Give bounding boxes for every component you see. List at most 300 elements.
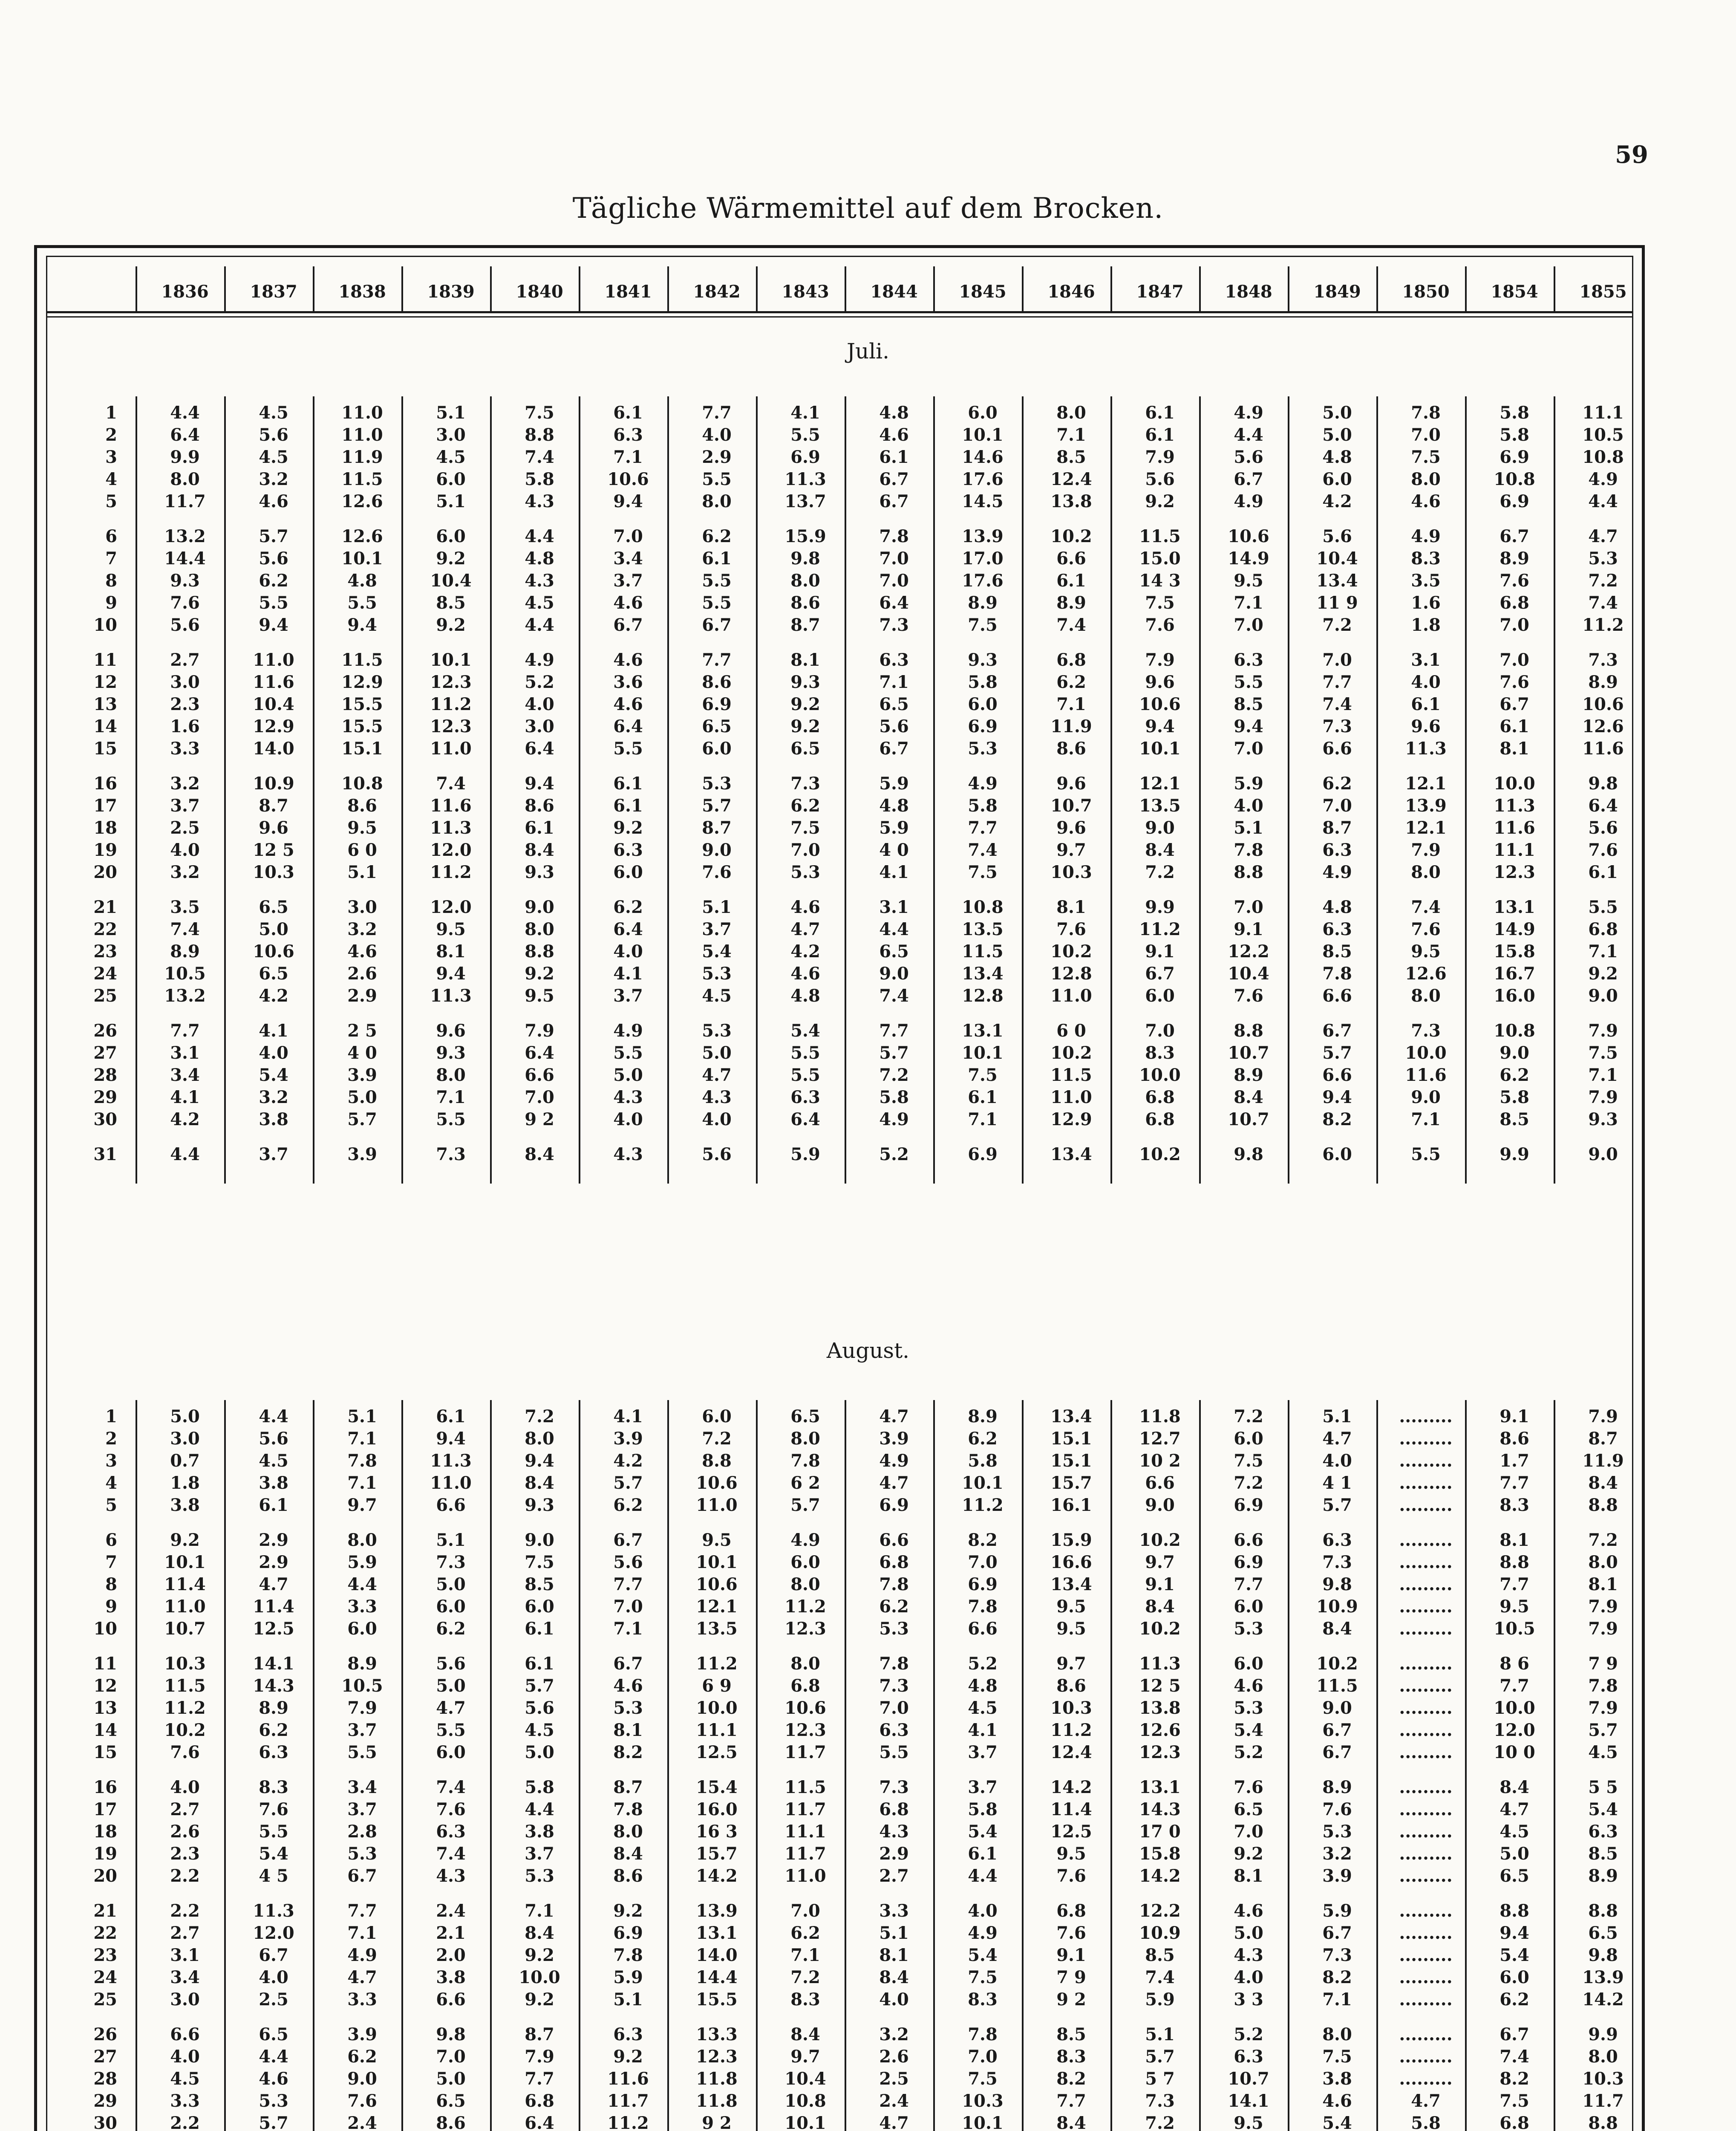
table-cell: 13.5 (696, 1619, 738, 1639)
table-cell: 9.5 (1056, 1844, 1086, 1864)
table-cell: 7.3 (879, 615, 909, 635)
table-cell: 7.1 (1234, 593, 1263, 613)
table-cell: 11.3 (430, 818, 472, 838)
table-cell: 8.3 (968, 1990, 998, 2010)
table-cell: 6.5 (790, 1406, 820, 1426)
table-cell: 6.5 (259, 2024, 288, 2044)
table-cell: 8.5 (1234, 694, 1263, 714)
table-cell: 6.2 (1500, 1065, 1529, 1085)
table-cell: 7.0 (968, 2047, 998, 2067)
table-cell: 5.6 (1234, 447, 1263, 467)
table-cell: ......... (1399, 1574, 1453, 1594)
table-cell: 6.1 (1145, 403, 1175, 423)
table-cell: 8.9 (1588, 672, 1618, 692)
table-cell: 7.0 (1322, 650, 1352, 670)
table-cell: 11.2 (607, 2113, 649, 2131)
table-cell: 6.3 (1322, 1530, 1352, 1550)
table-cell: 7.9 (1145, 650, 1175, 670)
table-cell: 9.6 (1145, 672, 1175, 692)
table-cell: 4.1 (259, 1021, 288, 1041)
table-cell: 5.8 (968, 796, 998, 816)
table-cell: 5.2 (525, 672, 554, 692)
table-cell: 4.6 (1234, 1901, 1263, 1921)
table-cell: 8.6 (702, 672, 732, 692)
table-cell: 10.0 (696, 1698, 738, 1718)
table-cell: 9.1 (1145, 941, 1175, 962)
table-cell: 10.4 (1228, 964, 1269, 984)
table-cell: 6.8 (1145, 1109, 1175, 1129)
table-cell: 4.6 (1234, 1676, 1263, 1696)
table-cell: ......... (1399, 1406, 1453, 1426)
table-cell: 5.5 (702, 571, 732, 591)
table-cell: 9.8 (790, 549, 820, 569)
table-cell: 7.3 (1322, 1945, 1352, 1965)
table-cell: 13.3 (696, 2024, 738, 2044)
table-cell: 9.0 (1500, 1043, 1529, 1063)
table-cell: 4.8 (879, 403, 909, 423)
day-label: 16 (93, 774, 117, 794)
table-cell: 8.0 (613, 1822, 643, 1842)
table-cell: 4.0 (1234, 796, 1263, 816)
day-label: 15 (93, 1742, 117, 1762)
table-cell: 5.3 (968, 739, 998, 759)
day-label: 3 (105, 447, 117, 467)
table-cell: 5.3 (879, 1619, 909, 1639)
table-cell: 9.5 (1234, 2113, 1263, 2131)
table-cell: 7.0 (1500, 615, 1529, 635)
table-cell: 3.1 (170, 1945, 200, 1965)
table-cell: 7.5 (790, 818, 820, 838)
table-cell: 6.5 (259, 964, 288, 984)
table-cell: 6.4 (879, 593, 909, 613)
table-cell: 9.8 (1322, 1574, 1352, 1594)
table-cell: 8.1 (436, 941, 466, 962)
table-cell: 5.1 (1322, 1406, 1352, 1426)
table-cell: 10.1 (962, 1473, 1004, 1493)
table-cell: 14.2 (1582, 1990, 1624, 2010)
table-cell: 6.2 (259, 1720, 288, 1740)
table-cell: 7.1 (613, 447, 643, 467)
table-cell: 7.3 (1145, 2091, 1175, 2111)
table-cell: 1.8 (170, 1473, 200, 1493)
day-label: 25 (93, 1990, 117, 2010)
table-cell: 12.0 (430, 840, 472, 860)
table-cell: 6.4 (525, 739, 554, 759)
table-cell: 8.9 (968, 1406, 998, 1426)
year-header: 1855 (1579, 282, 1627, 302)
table-cell: 5.5 (259, 1822, 288, 1842)
table-cell: 5.7 (702, 796, 732, 816)
table-cell: 9.1 (1056, 1945, 1086, 1965)
table-cell: 4.2 (170, 1109, 200, 1129)
table-cell: 5.6 (436, 1654, 466, 1674)
table-cell: 13.4 (1316, 571, 1358, 591)
table-cell: 2.2 (170, 2113, 200, 2131)
table-cell: 10.8 (341, 774, 383, 794)
table-cell: 10.1 (962, 2113, 1004, 2131)
table-cell: 6.7 (1500, 694, 1529, 714)
table-cell: 10.3 (1050, 1698, 1092, 1718)
table-cell: 5.7 (259, 2113, 288, 2131)
table-cell: 5.3 (259, 2091, 288, 2111)
table-cell: 7.0 (1234, 615, 1263, 635)
table-cell: 12.9 (253, 716, 294, 736)
table-cell: 6.3 (790, 1087, 820, 1107)
table-cell: 12.9 (1050, 1109, 1092, 1129)
table-cell: 9.9 (1500, 1144, 1529, 1164)
table-cell: 8.7 (259, 796, 288, 816)
table-cell: 7.9 (525, 1021, 554, 1041)
table-cell: 3.7 (347, 1799, 377, 1819)
table-cell: 7.5 (968, 1967, 998, 1987)
table-cell: 10.2 (164, 1720, 206, 1740)
table-cell: 4.4 (879, 919, 909, 939)
table-cell: 6.2 (347, 2047, 377, 2067)
table-cell: 5.5 (702, 593, 732, 613)
table-cell: 12.5 (696, 1742, 738, 1762)
table-cell: 4.4 (347, 1574, 377, 1594)
day-label: 14 (93, 1720, 117, 1740)
table-cell: 12.5 (253, 1619, 294, 1639)
table-cell: 9.5 (1411, 941, 1441, 962)
table-cell: 4.7 (259, 1574, 288, 1594)
table-cell: 3.0 (170, 672, 200, 692)
table-cell: 6.3 (879, 1720, 909, 1740)
table-cell: 15.5 (341, 716, 383, 736)
table-cell: 3.8 (259, 1109, 288, 1129)
day-label: 15 (93, 739, 117, 759)
table-cell: 10 0 (1494, 1742, 1535, 1762)
table-cell: 3.6 (613, 672, 643, 692)
table-cell: 5.8 (1411, 2113, 1441, 2131)
table-cell: 17.0 (962, 549, 1004, 569)
table-cell: 6.6 (1145, 1473, 1175, 1493)
table-cell: 14.1 (1228, 2091, 1269, 2111)
table-cell: 3.2 (259, 469, 288, 489)
table-cell: 4.0 (968, 1901, 998, 1921)
table-cell: 5.8 (525, 469, 554, 489)
table-cell: 9.8 (1588, 1945, 1618, 1965)
table-cell: 8.7 (1322, 818, 1352, 838)
table-cell: 11.6 (253, 672, 294, 692)
table-cell: 8.9 (1500, 549, 1529, 569)
table-cell: 11.6 (607, 2069, 649, 2089)
table-cell: 11.7 (607, 2091, 649, 2111)
table-cell: 8.8 (1234, 862, 1263, 882)
table-cell: 7.0 (1500, 650, 1529, 670)
table-cell: 7.6 (1234, 986, 1263, 1006)
table-cell: 3.9 (347, 1144, 377, 1164)
table-cell: 4.9 (1411, 526, 1441, 546)
table-cell: 6.4 (170, 425, 200, 445)
table-cell: 15.8 (1494, 941, 1535, 962)
table-cell: 14.2 (1050, 1777, 1092, 1797)
table-cell: 9.1 (1145, 1574, 1175, 1594)
table-cell: 9.7 (1056, 1654, 1086, 1674)
year-header: 1848 (1225, 282, 1272, 302)
table-cell: 11.7 (164, 491, 206, 511)
table-cell: 7.5 (968, 2069, 998, 2089)
table-cell: 9.2 (1234, 1844, 1263, 1864)
table-cell: 11.3 (430, 1451, 472, 1471)
table-cell: 4.7 (879, 1473, 909, 1493)
year-header: 1847 (1136, 282, 1184, 302)
table-cell: 3.9 (879, 1429, 909, 1449)
table-cell: 9.2 (790, 694, 820, 714)
table-cell: 3.7 (525, 1844, 554, 1864)
table-cell: 9.0 (1145, 1495, 1175, 1515)
table-cell: 7.7 (613, 1574, 643, 1594)
table-cell: 4.4 (170, 1144, 200, 1164)
table-cell: 6.7 (1322, 1720, 1352, 1740)
table-cell: 8.9 (1056, 593, 1086, 613)
table-cell: 7.0 (968, 1552, 998, 1572)
table-cell: 12.0 (430, 897, 472, 917)
table-cell: 4.0 (613, 1109, 643, 1129)
table-cell: 6.3 (613, 425, 643, 445)
table-cell: 4.2 (790, 941, 820, 962)
table-cell: 5.4 (259, 1065, 288, 1085)
table-cell: 6.9 (1500, 491, 1529, 511)
table-cell: 8.6 (790, 593, 820, 613)
table-cell: 6.7 (1500, 526, 1529, 546)
table-cell: 7.1 (436, 1087, 466, 1107)
table-cell: 7.0 (790, 840, 820, 860)
table-cell: 7.2 (525, 1406, 554, 1426)
day-label: 12 (93, 1676, 117, 1696)
table-cell: 9.0 (1145, 818, 1175, 838)
table-cell: 7.6 (1056, 919, 1086, 939)
table-cell: 3.2 (170, 774, 200, 794)
table-cell: 12.1 (696, 1597, 738, 1617)
table-cell: 5.5 (613, 1043, 643, 1063)
table-cell: ......... (1399, 1530, 1453, 1550)
table-cell: 10.7 (1228, 1109, 1269, 1129)
table-cell: 10.3 (253, 862, 294, 882)
table-cell: 4.1 (170, 1087, 200, 1107)
table-cell: 5.0 (1322, 403, 1352, 423)
table-cell: 8.3 (790, 1990, 820, 2010)
table-cell: 4 1 (1322, 1473, 1352, 1493)
table-cell: 4.5 (259, 1451, 288, 1471)
table-cell: 5.5 (879, 1742, 909, 1762)
table-cell: 5.7 (1145, 2047, 1175, 2067)
day-label: 27 (93, 2047, 117, 2067)
table-cell: ......... (1399, 1495, 1453, 1515)
table-cell: 4.4 (1588, 491, 1618, 511)
table-cell: 4.0 (702, 425, 732, 445)
table-cell: 4 0 (879, 840, 909, 860)
table-cell: 7.4 (968, 840, 998, 860)
table-cell: 7.2 (790, 1967, 820, 1987)
table-cell: 8.4 (790, 2024, 820, 2044)
year-header: 1850 (1402, 282, 1450, 302)
table-cell: 10.4 (1316, 549, 1358, 569)
table-cell: 6.0 (790, 1552, 820, 1572)
table-cell: 5.4 (968, 1822, 998, 1842)
table-cell: 5.0 (1322, 425, 1352, 445)
table-cell: 12.1 (1405, 818, 1447, 838)
table-cell: 3.0 (170, 1429, 200, 1449)
table-cell: 4.0 (702, 1109, 732, 1129)
table-cell: ......... (1399, 1742, 1453, 1762)
table-cell: 2.7 (170, 650, 200, 670)
table-cell: 3.9 (347, 1065, 377, 1085)
table-cell: 11.2 (784, 1597, 826, 1617)
table-cell: 7.7 (1056, 2091, 1086, 2111)
table-cell: 10.2 (1316, 1654, 1358, 1674)
table-cell: 7.5 (1588, 1043, 1618, 1063)
table-cell: 10.0 (519, 1967, 560, 1987)
table-cell: 8.5 (1145, 1945, 1175, 1965)
table-cell: 3.2 (1322, 1844, 1352, 1864)
table-cell: ......... (1399, 1990, 1453, 2010)
table-cell: 8.1 (1500, 1530, 1529, 1550)
table-cell: 2.6 (879, 2047, 909, 2067)
table-cell: 6.7 (259, 1945, 288, 1965)
table-cell: 9.6 (1056, 818, 1086, 838)
table-cell: 5.9 (790, 1144, 820, 1164)
table-cell: 13.8 (1050, 491, 1092, 511)
table-cell: 13.9 (696, 1901, 738, 1921)
table-cell: 4.0 (1234, 1967, 1263, 1987)
table-cell: 9.4 (436, 964, 466, 984)
day-label: 3 (105, 1451, 117, 1471)
table-cell: 13.2 (164, 986, 206, 1006)
table-cell: ......... (1399, 1720, 1453, 1740)
table-cell: 2.5 (170, 818, 200, 838)
table-cell: 7.0 (613, 526, 643, 546)
table-cell: 6.0 (1322, 469, 1352, 489)
table-cell: 6.9 (1500, 447, 1529, 467)
table-cell: 11.2 (962, 1495, 1004, 1515)
table-cell: 7.5 (1500, 2091, 1529, 2111)
table-cell: 6.3 (1234, 650, 1263, 670)
table-cell: 7.7 (702, 650, 732, 670)
table-cell: 11.8 (696, 2069, 738, 2089)
table-cell: 3.7 (968, 1742, 998, 1762)
table-cell: 10.6 (1582, 694, 1624, 714)
day-label: 17 (93, 1799, 117, 1819)
table-cell: 3.1 (879, 897, 909, 917)
table-cell: 8.8 (525, 425, 554, 445)
table-cell: 5.4 (702, 941, 732, 962)
table-cell: 10.4 (784, 2069, 826, 2089)
table-cell: 5.3 (1588, 549, 1618, 569)
table-cell: 6.7 (1500, 2024, 1529, 2044)
table-cell: 6.3 (1588, 1822, 1618, 1842)
table-cell: 17 0 (1139, 1822, 1181, 1842)
table-cell: 6.7 (1234, 469, 1263, 489)
table-cell: 9.2 (525, 1990, 554, 2010)
table-cell: 9.3 (968, 650, 998, 670)
table-cell: 8.7 (613, 1777, 643, 1797)
table-cell: 5 5 (1588, 1777, 1618, 1797)
table-cell: 3.9 (347, 2024, 377, 2044)
table-cell: 11.3 (1494, 796, 1535, 816)
year-header: 1854 (1491, 282, 1538, 302)
day-label: 18 (93, 1822, 117, 1842)
table-cell: 5.4 (968, 1945, 998, 1965)
table-cell: 7.1 (879, 672, 909, 692)
table-cell: 3.7 (259, 1144, 288, 1164)
table-cell: 6.4 (525, 1043, 554, 1063)
table-cell: 4.5 (702, 986, 732, 1006)
table-cell: 7.1 (525, 1901, 554, 1921)
table-cell: 5.6 (1322, 526, 1352, 546)
table-cell: 9.4 (613, 491, 643, 511)
table-cell: 11.2 (1139, 919, 1181, 939)
table-cell: 7.9 (1588, 1619, 1618, 1639)
table-cell: ......... (1399, 2069, 1453, 2089)
table-cell: 7.4 (1145, 1967, 1175, 1987)
table-cell: 11.2 (430, 694, 472, 714)
table-cell: 5.8 (879, 1087, 909, 1107)
table-cell: 11.7 (784, 1742, 826, 1762)
table-cell: 4.7 (347, 1967, 377, 1987)
table-cell: ......... (1399, 2047, 1453, 2067)
table-cell: 8.8 (1500, 1901, 1529, 1921)
day-label: 7 (105, 549, 117, 569)
table-cell: 3 3 (1234, 1990, 1263, 2010)
table-cell: 16.1 (1050, 1495, 1092, 1515)
table-cell: 9.2 (1145, 491, 1175, 511)
table-cell: 7.0 (879, 571, 909, 591)
table-cell: 5.3 (347, 1844, 377, 1864)
table-cell: 8.8 (1500, 1552, 1529, 1572)
table-cell: 6.7 (613, 1530, 643, 1550)
table-cell: 9.2 (525, 1945, 554, 1965)
table-cell: 3.3 (347, 1597, 377, 1617)
table-cell: 8.0 (790, 571, 820, 591)
table-cell: 9.3 (525, 1495, 554, 1515)
table-cell: ......... (1399, 1799, 1453, 1819)
table-cell: 11.0 (1050, 1087, 1092, 1107)
table-cell: 10.1 (341, 549, 383, 569)
table-cell: 3.7 (702, 919, 732, 939)
table-cell: 2.7 (879, 1866, 909, 1886)
table-cell: 7.8 (790, 1451, 820, 1471)
table-cell: 12.3 (430, 716, 472, 736)
table-cell: 11.0 (164, 1597, 206, 1617)
table-cell: 4.9 (1234, 403, 1263, 423)
table-cell: 2.5 (879, 2069, 909, 2089)
table-cell: 5.6 (259, 425, 288, 445)
table-cell: 7.9 (1588, 1698, 1618, 1718)
table-cell: 12.3 (430, 672, 472, 692)
table-cell: 11.7 (1582, 2091, 1624, 2111)
table-cell: 5.3 (1234, 1698, 1263, 1718)
table-cell: 5.0 (1500, 1844, 1529, 1864)
table-cell: 4.9 (879, 1451, 909, 1471)
table-cell: 7.0 (525, 1087, 554, 1107)
table-cell: 8.2 (1322, 1967, 1352, 1987)
table-cell: 8.3 (1056, 2047, 1086, 2067)
table-cell: 7.6 (1500, 672, 1529, 692)
table-cell: 14 3 (1139, 571, 1181, 591)
table-cell: 7.6 (1234, 1777, 1263, 1797)
table-cell: 7.0 (879, 549, 909, 569)
table-cell: 7.8 (968, 2024, 998, 2044)
day-label: 16 (93, 1777, 117, 1797)
table-cell: 9.7 (1056, 840, 1086, 860)
day-label: 11 (93, 650, 117, 670)
table-cell: 10.8 (962, 897, 1004, 917)
table-cell: 5.2 (879, 1144, 909, 1164)
year-header: 1849 (1313, 282, 1361, 302)
table-cell: 2.9 (259, 1530, 288, 1550)
day-label: 31 (93, 1144, 117, 1164)
